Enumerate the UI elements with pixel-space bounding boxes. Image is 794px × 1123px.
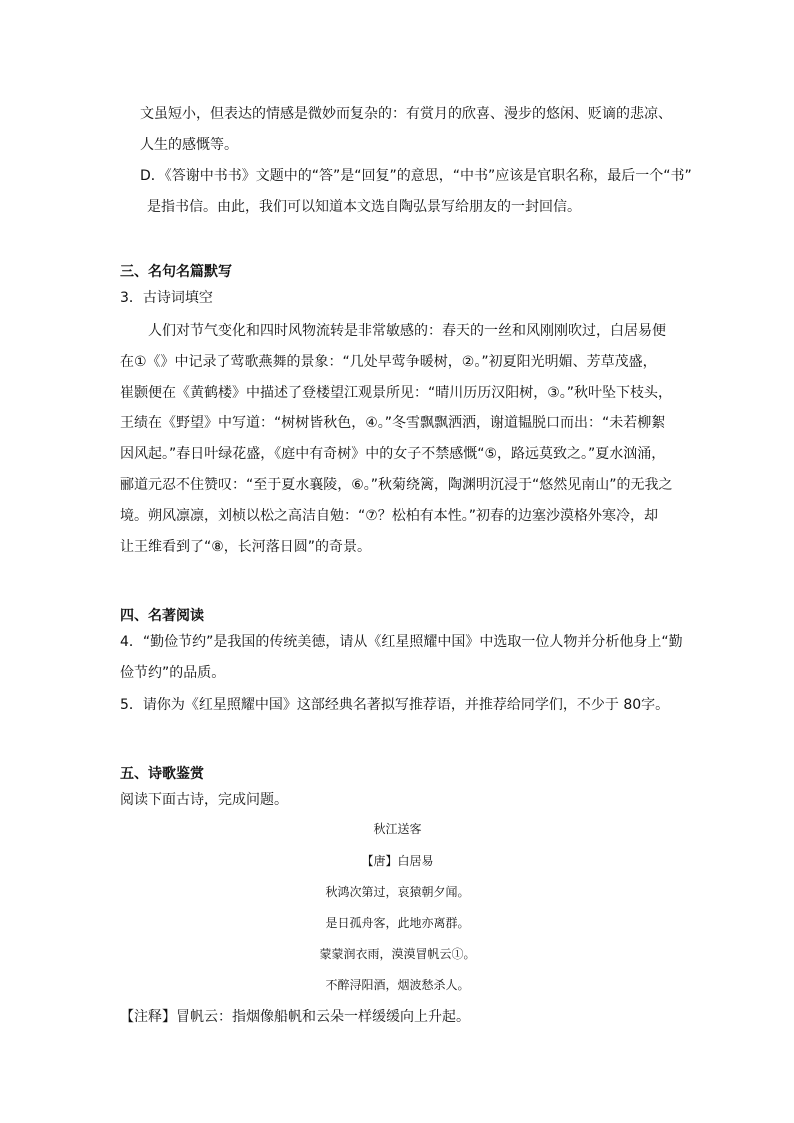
passage-line: 让王维看到了“⑧，长河落日圆”的奇景。 <box>120 538 372 555</box>
section-5-intro: 阅读下面古诗，完成问题。 <box>120 792 288 808</box>
section-4-heading: 四、名著阅读 <box>120 608 204 624</box>
section-5-heading: 五、诗歌鉴赏 <box>120 766 204 782</box>
question-5: 5．请你为《红星照耀中国》这部经典名著拟写推荐语，并推荐给同学们，不少于 80字。 <box>120 697 670 713</box>
passage-line: 因风起。”春日叶绿花盛，《庭中有奇树》中的女子不禁感慨“⑤，路远莫致之。”夏水汹涌， <box>120 446 666 463</box>
question-4-line-2: 俭节约”的品质。 <box>120 665 226 681</box>
passage-line: 境。朔风凛凛，刘桢以松之高洁自勉：“⑦？松柏有本性。”初春的边塞沙漠格外寒冷，却 <box>120 507 659 524</box>
option-d-line-2: 是指书信。由此，我们可以知道本文选自陶弘景写给朋友的一封回信。 <box>147 199 581 215</box>
passage-line: 在①《》中记录了莺歌燕舞的景象：“几处早莺争暖树，②。”初夏阳光明媚、芳草茂盛， <box>120 353 657 370</box>
question-3-passage <box>120 316 680 562</box>
poem-author: 【唐】白居易 <box>361 854 434 868</box>
passage-line: 人们对节气变化和四时风物流转是非常敏感的：春天的一丝和风刚刚吹过，白居易便 <box>148 323 666 339</box>
question-4 <box>120 627 690 689</box>
poem-line: 是日孤舟客，此地亦离群。 <box>325 916 470 930</box>
poem-line: 不醉浔阳酒，烟波愁杀人。 <box>325 978 470 992</box>
section-3-heading: 三、名句名篇默写 <box>120 264 232 280</box>
option-d <box>140 161 710 223</box>
option-c-line-2: 人生的感慨等。 <box>140 137 238 153</box>
poem-annotation: 【注释】冒帆云：指烟像船帆和云朵一样缓缓向上升起。 <box>120 1009 470 1025</box>
question-3-title: 3．古诗词填空 <box>120 290 213 306</box>
passage-line: 郦道元忍不住赞叹：“至于夏水襄陵，⑥。”秋菊绕篱，陶渊明沉浸于“悠然见南山”的无我之 <box>120 476 673 493</box>
passage-line: 王绩在《野望》中写道：“树树皆秋色，④。”冬雪飘飘洒洒，谢道韫脱口而出：“未若柳絮 <box>120 415 666 432</box>
option-d-line-1: D．《答谢中书书》文题中的“答”是“回复”的意思，“中书”应该是官职名称，最后一个“书” <box>140 168 692 184</box>
passage-line: 崔颢便在《黄鹤楼》中描述了登楼望江观景所见：“晴川历历汉阳树，③。”秋叶坠下枝头， <box>120 384 673 401</box>
option-c-line-1: 文虽短小，但表达的情感是微妙而复杂的：有赏月的欣喜、漫步的悠闲、贬谪的悲凉、 <box>140 106 672 122</box>
poem-line: 蒙蒙润衣雨，漠漠冒帆云①。 <box>319 947 476 961</box>
poem-line: 秋鸿次第过，哀猿朝夕闻。 <box>325 885 470 899</box>
question-4-line-1: 4．“勤俭节约”是我国的传统美德，请从《红星照耀中国》中选取一位人物并分析他身上“勤 <box>120 634 683 650</box>
option-c-continuation <box>140 99 700 161</box>
poem-title: 秋江送客 <box>373 822 422 836</box>
